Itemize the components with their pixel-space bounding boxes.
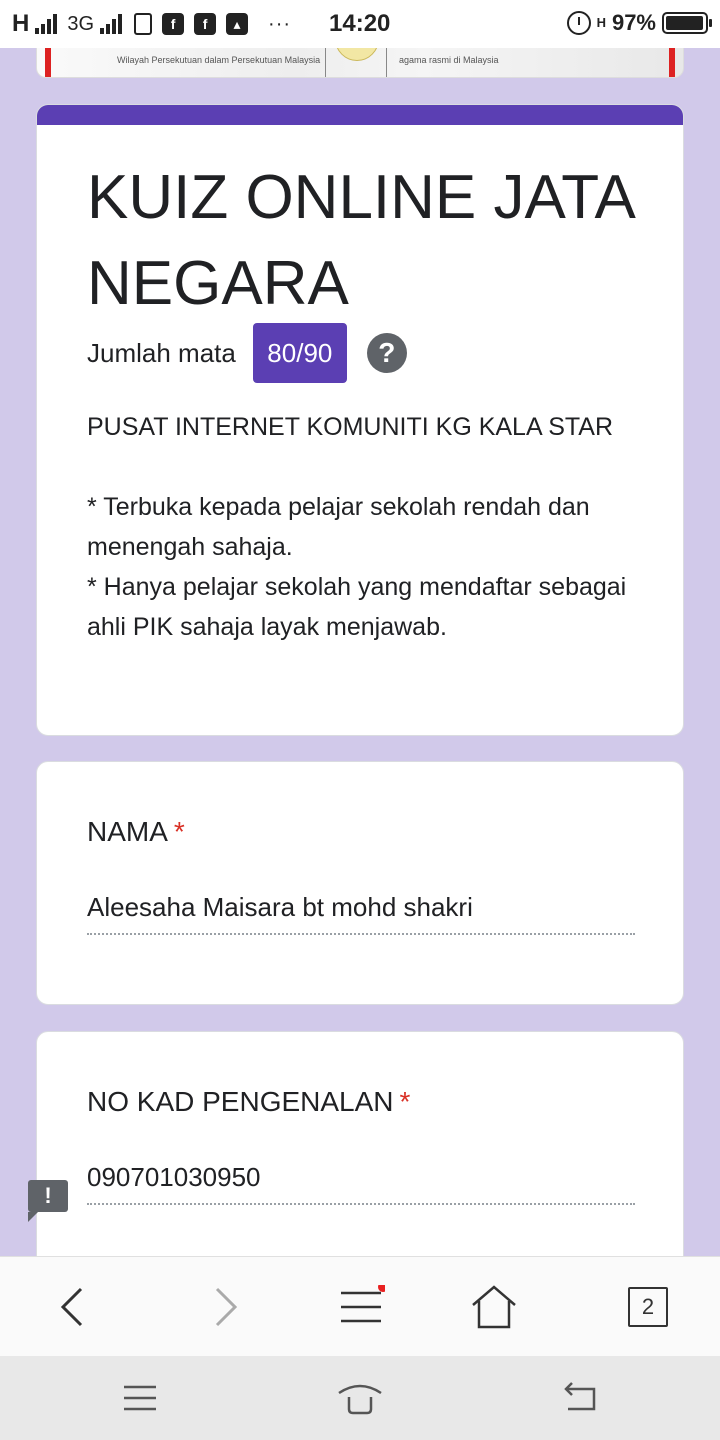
notification-icon: f: [194, 13, 216, 35]
alarm-icon: [567, 11, 591, 35]
banner-text-left: Wilayah Persekutuan dalam Persekutuan Malaysia: [117, 55, 321, 65]
form-title: KUIZ ONLINE JATA NEGARA: [87, 163, 633, 318]
help-icon[interactable]: ?: [367, 333, 407, 373]
system-nav-bar: [0, 1356, 720, 1440]
sim-icon: [134, 13, 152, 35]
home-icon[interactable]: [330, 1376, 390, 1420]
answer-field[interactable]: Aleesaha Maisara bt mohd shakri: [87, 892, 635, 935]
more-notifications-icon: ···: [268, 12, 292, 35]
question-label: [87, 816, 185, 848]
question-text: NAMA: [87, 816, 168, 847]
clock: 14:20: [329, 10, 391, 37]
question-text: NO KAD PENGENALAN: [87, 1086, 394, 1117]
network-type: 3G: [67, 12, 95, 35]
score-badge: 80/90: [253, 323, 347, 383]
question-card-ic: [36, 1031, 684, 1291]
required-asterisk: *: [173, 816, 185, 847]
notification-icon: f: [162, 13, 184, 35]
battery-percent: 97%: [611, 10, 656, 35]
home-icon[interactable]: [464, 1277, 524, 1337]
signal-icon-2: [100, 14, 122, 34]
recents-icon[interactable]: [110, 1376, 170, 1420]
banner-text-right: agama rasmi di Malaysia: [399, 55, 499, 65]
battery-fill: [666, 16, 703, 30]
battery-icon: [662, 12, 708, 34]
menu-icon[interactable]: [330, 1277, 390, 1337]
answer-field[interactable]: 090701030950: [87, 1162, 635, 1205]
accent-bar: [37, 105, 683, 125]
tabs-icon[interactable]: [618, 1277, 678, 1337]
network-indicator: H: [12, 10, 30, 37]
form-description: PUSAT INTERNET KOMUNITI KG KALA STAR * Terbuka kepada pelajar sekolah rendah dan menengah sahaja. * Hanya pelajar sekolah yang mendaftar sebagai ahli PIK sahaja layak menjawab.: [87, 413, 627, 641]
form-header-card: [36, 104, 684, 736]
score-row: [87, 323, 407, 383]
forward-icon[interactable]: [196, 1277, 256, 1337]
network-indicator-right: H: [596, 15, 606, 30]
back-icon[interactable]: [42, 1277, 102, 1337]
question-label: [87, 1086, 410, 1118]
question-card-nama: [36, 761, 684, 1005]
browser-toolbar: [0, 1256, 720, 1356]
image-icon: ▴: [226, 13, 248, 35]
status-bar: [0, 0, 720, 48]
back-icon[interactable]: [550, 1376, 610, 1420]
required-asterisk: *: [399, 1086, 411, 1117]
report-feedback-icon[interactable]: !: [28, 1180, 68, 1212]
tab-count: 2: [628, 1287, 668, 1327]
signal-icon: [35, 14, 57, 34]
score-label: Jumlah mata: [87, 337, 236, 368]
